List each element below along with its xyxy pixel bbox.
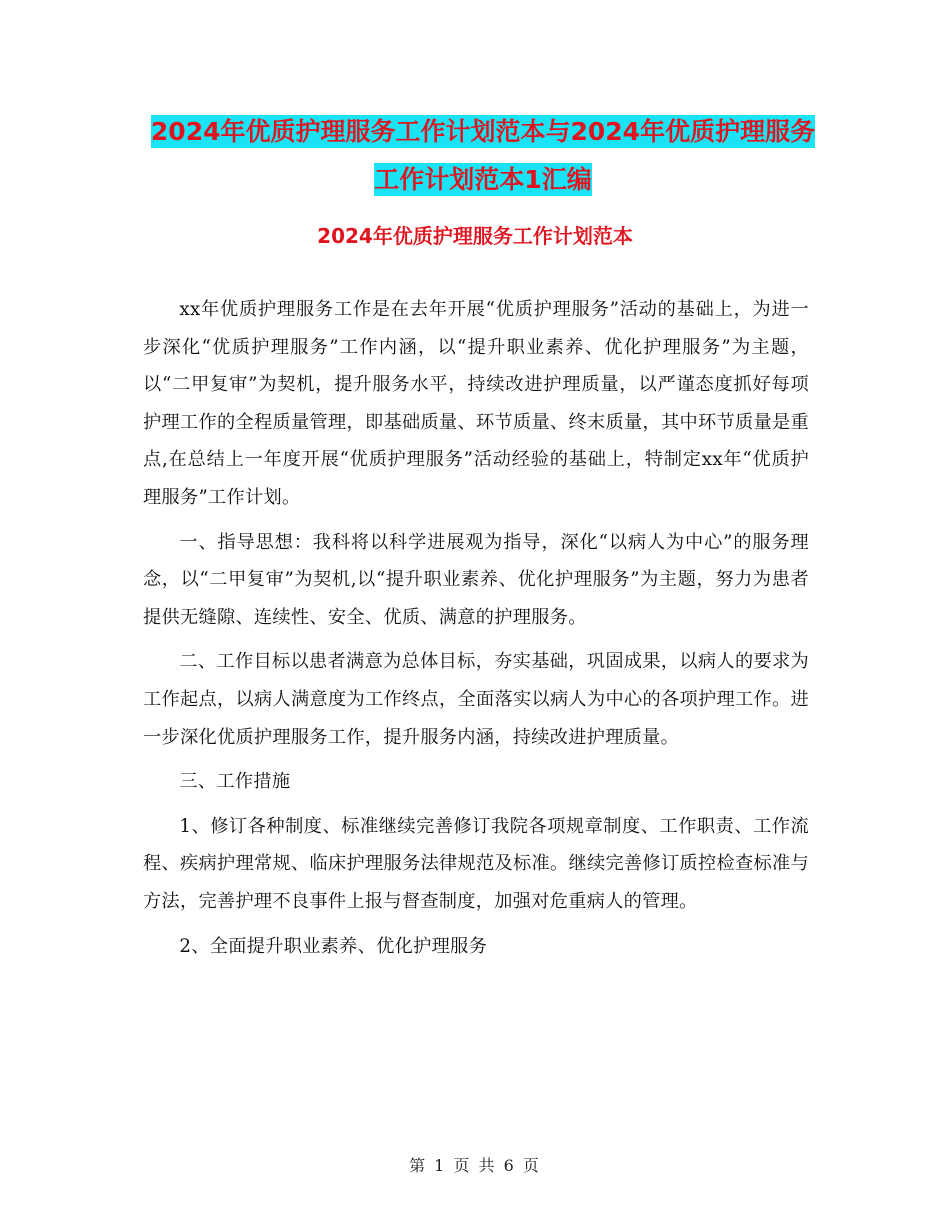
paragraph-intro: xx年优质护理服务工作是在去年开展“优质护理服务”活动的基础上，为进一步深化“优质护理服务”工作内涵，以“提升职业素养、优化护理服务”为主题，以“二甲复审”为契机，提升服务水平，持续改进护理质量，以严谨态度抓好每项护理工作的全程质量管理，即基础质量、环节质量、终末质量，其中环节质量是重点,在总结上一年度开展“优质护理服务”活动经验的基础上，特制定xx年“优质护理服务”工作计划。 bbox=[143, 299, 809, 508]
document-body bbox=[143, 291, 809, 972]
document-title bbox=[143, 108, 823, 204]
paragraph-measure-2: 2、全面提升职业素养、优化护理服务 bbox=[179, 935, 488, 957]
paragraph-work-measures-heading: 三、工作措施 bbox=[179, 771, 291, 793]
paragraph-guiding-ideology: 一、指导思想：我科将以科学进展观为指导，深化“以病人为中心”的服务理念，以“二甲复审”为契机,以“提升职业素养、优化护理服务”为主题，努力为患者提供无缝隙、连续性、安全、优质、满意的护理服务。 bbox=[143, 531, 809, 628]
page-indicator: 第 1 页 共 6 页 bbox=[409, 1156, 541, 1175]
section-heading: 2024年优质护理服务工作计划范本 bbox=[317, 224, 633, 248]
document-title-text: 2024年优质护理服务工作计划范本与2024年优质护理服务工作计划范本1汇编 bbox=[150, 117, 816, 194]
paragraph-work-goals: 二、工作目标以患者满意为总体目标，夯实基础，巩固成果，以病人的要求为工作起点，以病人满意度为工作终点，全面落实以病人为中心的各项护理工作。进一步深化优质护理服务工作，提升服务内涵，持续改进护理质量。 bbox=[143, 651, 809, 748]
paragraph-measure-1: 1、修订各种制度、标准继续完善修订我院各项规章制度、工作职责、工作流程、疾病护理常规、临床护理服务法律规范及标准。继续完善修订质控检查标准与方法，完善护理不良事件上报与督查制度，加强对危重病人的管理。 bbox=[143, 815, 809, 912]
